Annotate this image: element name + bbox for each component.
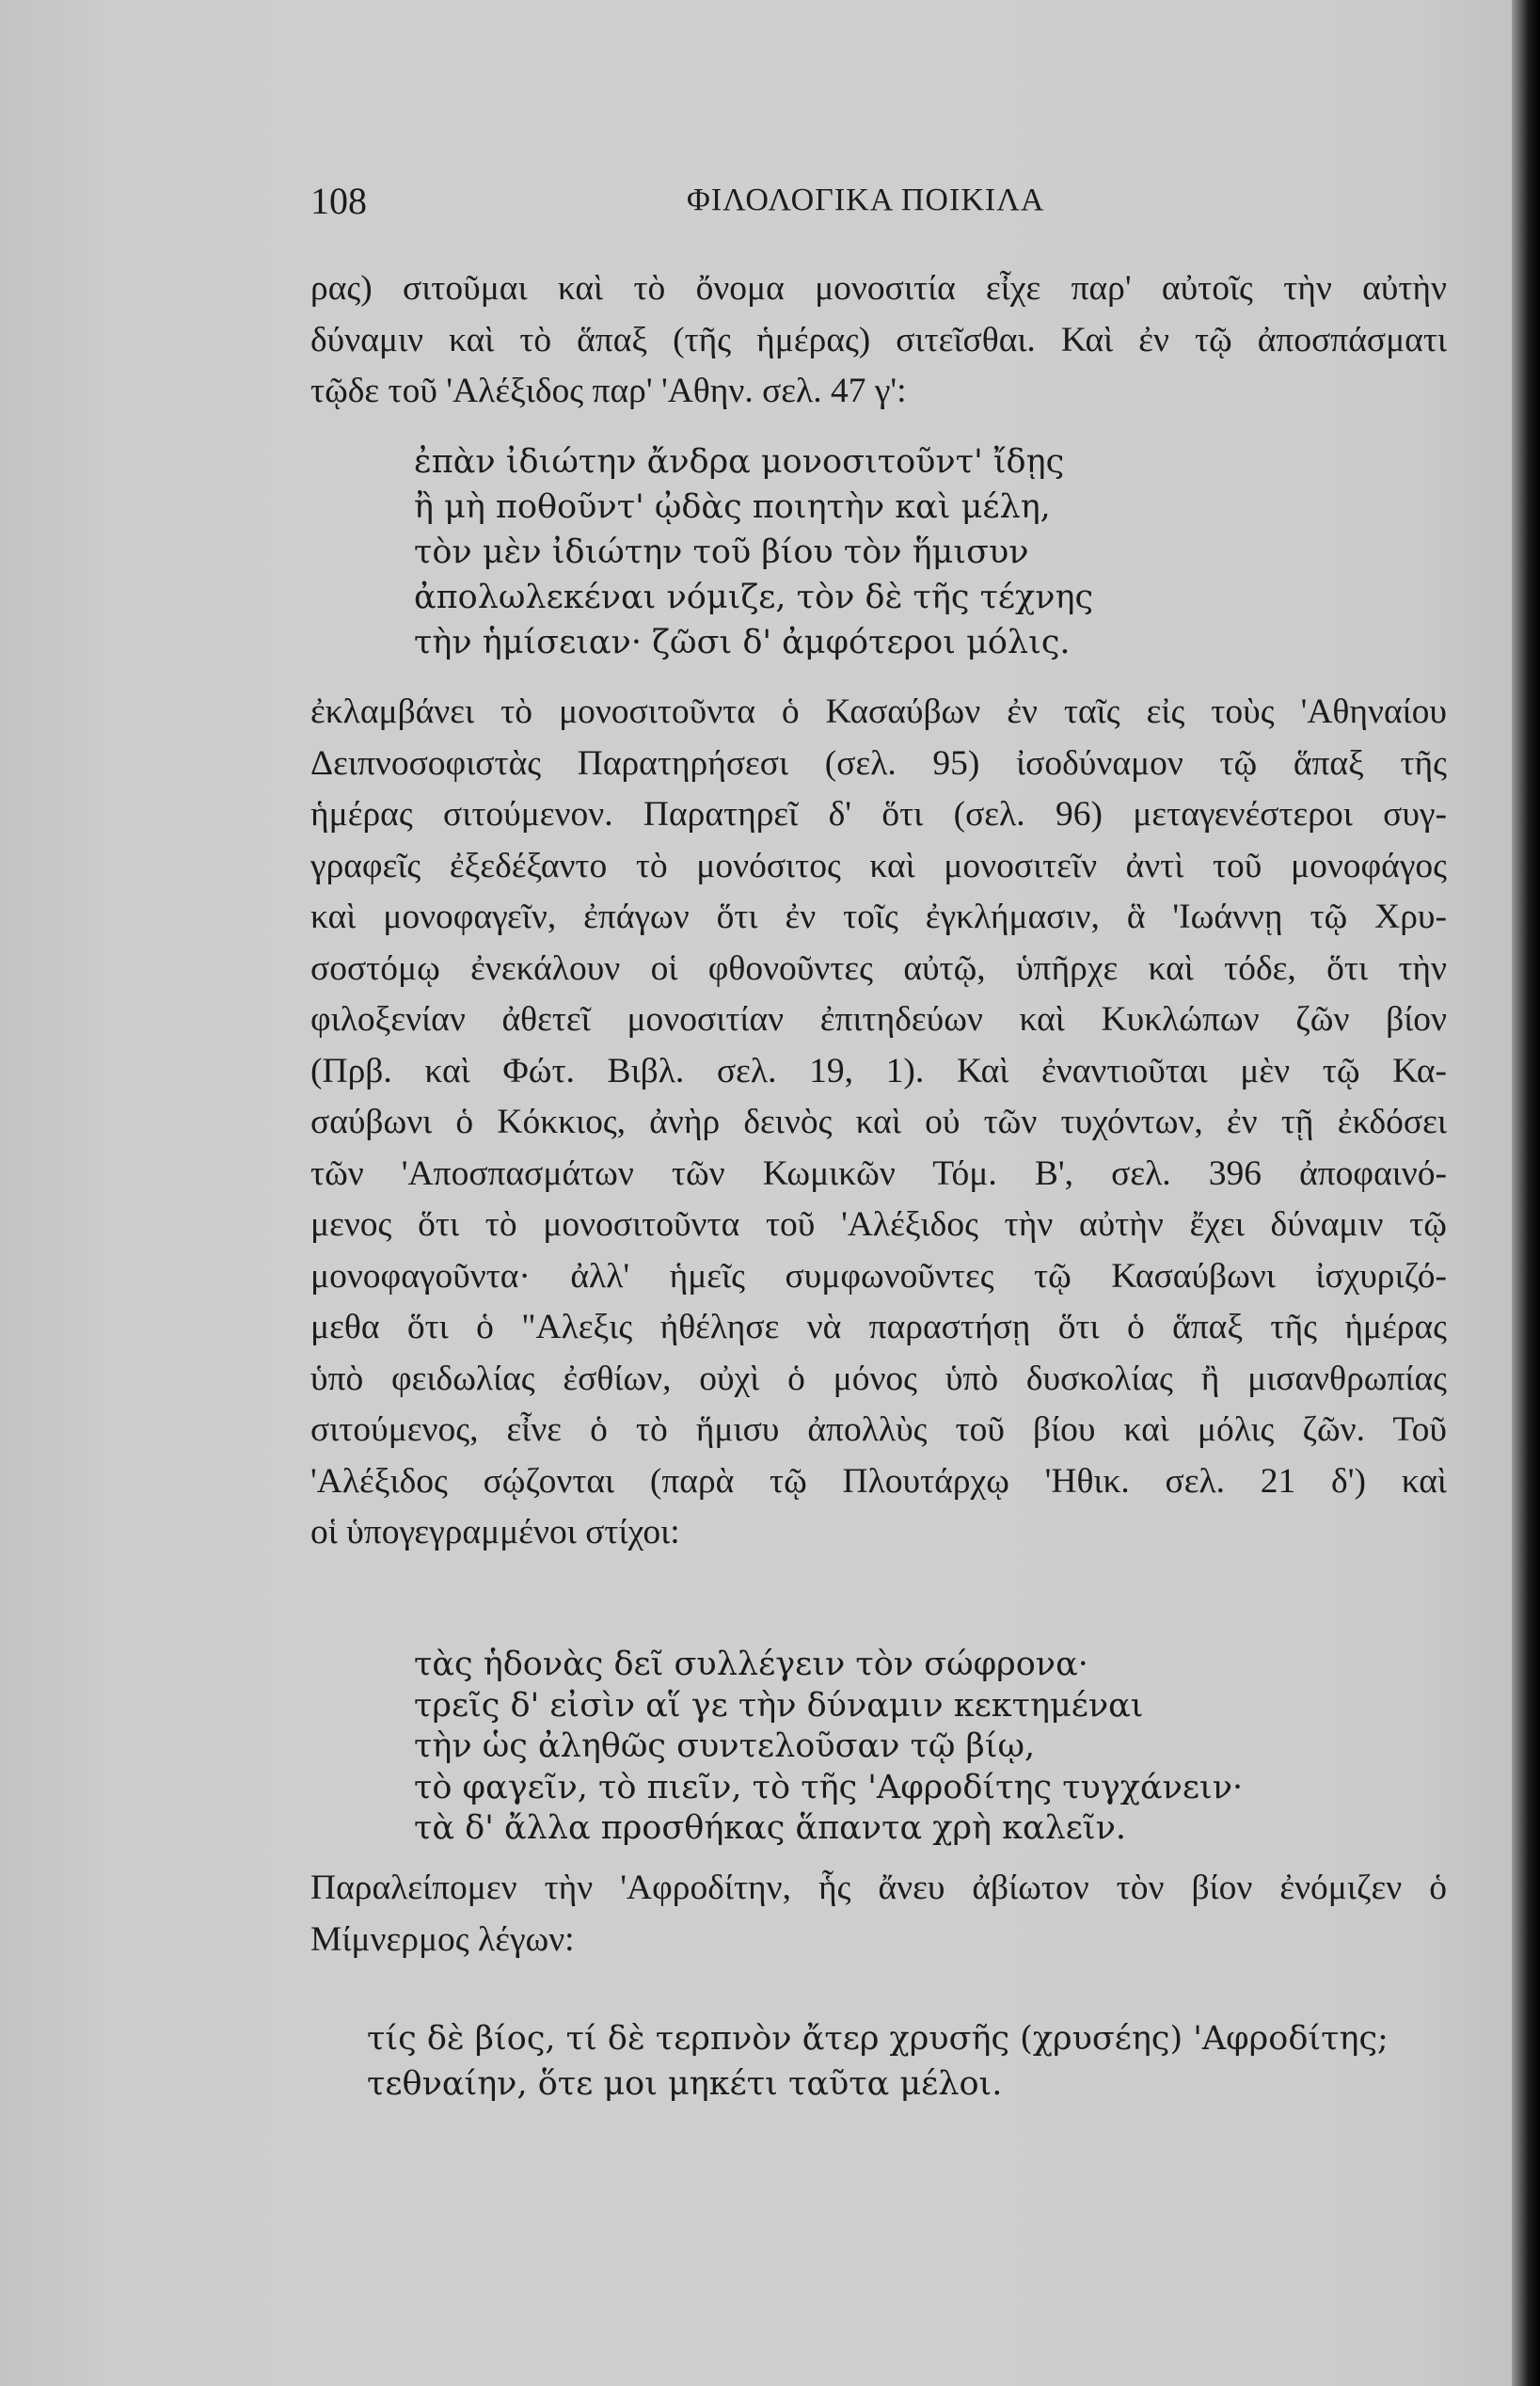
text-line: οἱ ὑπογεγραμμένοι στίχοι: xyxy=(310,1513,680,1551)
verse-line: ἀπολωλεκέναι νόμιζε, τὸν δὲ τῆς τέχνης xyxy=(414,579,1094,616)
text-line: Δειπνοσοφιστὰς Παρατηρήσεσι (σελ. 95) ἰσοδύναμον τῷ ἅπαξ τῆς xyxy=(310,743,1447,783)
verse-quote-1 xyxy=(414,439,1093,665)
text-line: ἡμέρας σιτούμενον. Παρατηρεῖ δ' ὅτι (σελ. 96) μεταγενέστεροι συγ- xyxy=(310,795,1447,834)
verse-quote-3 xyxy=(367,2016,1389,2107)
verse-line: τὰ δ' ἄλλα προσθήκας ἅπαντα χρὴ καλεῖν. xyxy=(414,1809,1127,1847)
verse-line: τὸ φαγεῖν, τὸ πιεῖν, τὸ τῆς 'Αφροδίτης τυγχάνειν· xyxy=(414,1768,1244,1806)
text-line: Παραλείπομεν τὴν 'Αφροδίτην, ἧς ἄνευ ἀβίωτον τὸν βίον ἐνόμιζεν ὁ xyxy=(310,1869,1447,1907)
text-line: τῶν 'Αποσπασμάτων τῶν Κωμικῶν Τόμ. Β', σελ. 396 ἀποφαινό- xyxy=(310,1153,1447,1193)
verse-line: ἢ μὴ ποθοῦντ' ᾠδὰς ποιητὴν καὶ μέλη, xyxy=(414,488,1051,526)
text-line: φιλοξενίαν ἀθετεῖ μονοσιτίαν ἐπιτηδεύων καὶ Κυκλώπων ζῶν βίον xyxy=(310,1000,1447,1039)
text-line: ρας) σιτοῦμαι καὶ τὸ ὄνομα μονοσιτία εἶχε παρ' αὐτοῖς τὴν αὐτὴν xyxy=(310,269,1447,308)
verse-line: ἐπὰν ἰδιώτην ἄνδρα μονοσιτοῦντ' ἴδῃς xyxy=(414,443,1065,481)
verse-line: τὴν ἡμίσειαν· ζῶσι δ' ἀμφότεροι μόλις. xyxy=(414,624,1071,661)
page-number: 108 xyxy=(310,180,367,222)
verse-line: τὰς ἡδονὰς δεῖ συλλέγειν τὸν σώφρονα· xyxy=(414,1646,1088,1683)
text-line: τῷδε τοῦ 'Αλέξιδος παρ' 'Αθην. σελ. 47 γ': xyxy=(310,372,907,410)
running-title: ΦΙΛΟΛΟΓΙΚΑ ΠΟΙΚΙΛΑ xyxy=(687,183,1045,217)
paragraph-1 xyxy=(310,263,1447,418)
text-line: μενος ὅτι τὸ μονοσιτοῦντα τοῦ 'Αλέξιδος τὴν αὐτὴν ἔχει δύναμιν τῷ xyxy=(310,1205,1447,1244)
text-line: δύναμιν καὶ τὸ ἅπαξ (τῆς ἡμέρας) σιτεῖσθαι. Καὶ ἐν τῷ ἀποσπάσματι xyxy=(310,320,1447,359)
verse-line: τὴν ὡς ἀληθῶς συντελοῦσαν τῷ βίῳ, xyxy=(414,1727,1036,1765)
page-dark-edge xyxy=(1512,0,1540,2386)
verse-line: τεθναίην, ὅτε μοι μηκέτι ταῦτα μέλοι. xyxy=(367,2065,1003,2103)
text-line: Μίμνερμος λέγων: xyxy=(310,1919,575,1959)
text-line: (Πρβ. καὶ Φώτ. Βιβλ. σελ. 19, 1). Καὶ ἐναντιοῦται μὲν τῷ Κα- xyxy=(310,1051,1447,1090)
text-line: σιτούμενος, εἶνε ὁ τὸ ἥμισυ ἀπολλὺς τοῦ βίου καὶ μόλις ζῶν. Τοῦ xyxy=(310,1410,1447,1449)
paragraph-2 xyxy=(310,687,1447,1559)
verse-line: τίς δὲ βίος, τί δὲ τερπνὸν ἄτερ χρυσῆς (χρυσέης) 'Αφροδίτης; xyxy=(367,2020,1389,2058)
paragraph-3 xyxy=(310,1863,1447,1965)
verse-quote-2 xyxy=(414,1645,1243,1850)
text-line: καὶ μονοφαγεῖν, ἐπάγων ὅτι ἐν τοῖς ἐγκλήμασιν, ἃ 'Ιωάννῃ τῷ Χρυ- xyxy=(310,898,1447,936)
page-header xyxy=(310,179,1439,235)
verse-line: τὸν μὲν ἰδιώτην τοῦ βίου τὸν ἥμισυν xyxy=(414,533,1029,571)
verse-line: τρεῖς δ' εἰσὶν αἵ γε τὴν δύναμιν κεκτημέναι xyxy=(414,1686,1144,1725)
text-line: 'Αλέξιδος σῴζονται (παρὰ τῷ Πλουτάρχῳ 'Ηθικ. σελ. 21 δ') καὶ xyxy=(310,1461,1447,1501)
text-line: σαύβωνι ὁ Κόκκιος, ἀνὴρ δεινὸς καὶ οὐ τῶν τυχόντων, ἐν τῇ ἐκδόσει xyxy=(310,1103,1447,1141)
text-line: μονοφαγοῦντα· ἀλλ' ἡμεῖς συμφωνοῦντες τῷ Κασαύβωνι ἰσχυριζό- xyxy=(310,1256,1447,1296)
text-line: γραφεῖς ἐξεδέξαντο τὸ μονόσιτος καὶ μονοσιτεῖν ἀντὶ τοῦ μονοφάγος xyxy=(310,846,1447,885)
text-line: μεθα ὅτι ὁ "Αλεξις ἠθέλησε νὰ παραστήσῃ ὅτι ὁ ἅπαξ τῆς ἡμέρας xyxy=(310,1308,1447,1346)
text-line: σοστόμῳ ἐνεκάλουν οἱ φθονοῦντες αὐτῷ, ὑπῆρχε καὶ τόδε, ὅτι τὴν xyxy=(310,948,1447,988)
text-line: ἐκλαμβάνει τὸ μονοσιτοῦντα ὁ Κασαύβων ἐν ταῖς εἰς τοὺς 'Αθηναίου xyxy=(310,692,1447,731)
text-line: ὑπὸ φειδωλίας ἐσθίων, οὐχὶ ὁ μόνος ὑπὸ δυσκολίας ἢ μισανθρωπίας xyxy=(310,1359,1447,1398)
